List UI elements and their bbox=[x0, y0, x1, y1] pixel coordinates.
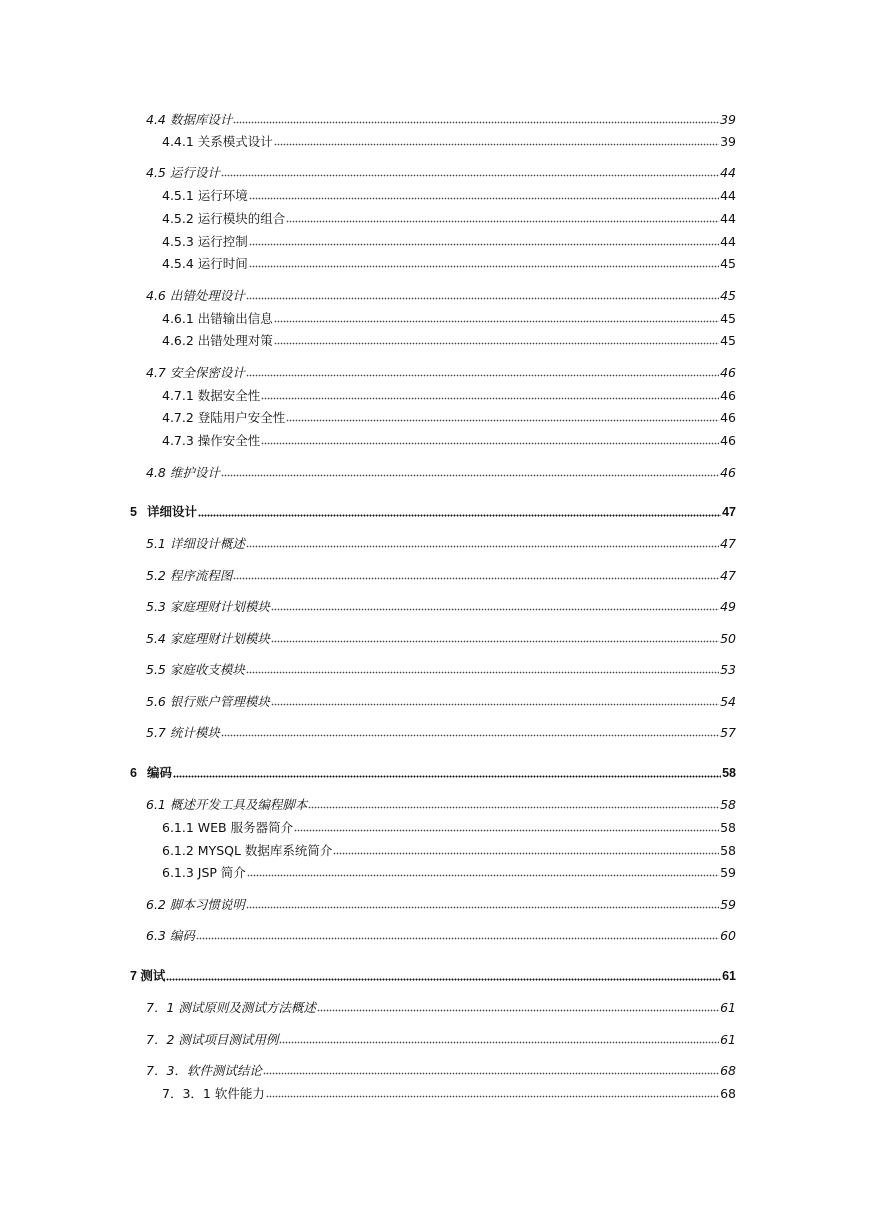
dot-leader bbox=[221, 734, 719, 737]
toc-page-number: 44 bbox=[720, 165, 736, 180]
toc-entry-title: 7．1 测试原则及测试方法概述 bbox=[146, 1000, 316, 1015]
toc-page-number: 57 bbox=[720, 725, 736, 740]
toc-entry[interactable] bbox=[162, 430, 736, 448]
toc-entry-title: 6.2 脚本习惯说明 bbox=[146, 897, 245, 912]
toc-page-number: 46 bbox=[720, 410, 736, 425]
dot-leader bbox=[246, 906, 719, 909]
toc-entry[interactable] bbox=[146, 285, 736, 303]
toc-entry[interactable] bbox=[162, 862, 736, 880]
toc-entry-title: 5.4 家庭理财计划模块 bbox=[146, 631, 270, 646]
dot-leader bbox=[333, 852, 719, 855]
toc-entry[interactable] bbox=[146, 1060, 736, 1078]
toc-entry-title: 4.6 出错处理设计 bbox=[146, 288, 245, 303]
dot-leader bbox=[308, 806, 719, 809]
toc-page-number: 39 bbox=[720, 112, 736, 127]
toc-page-number: 54 bbox=[720, 694, 736, 709]
toc-entry-title: 4.6.1 出错输出信息 bbox=[162, 311, 273, 326]
dot-leader bbox=[266, 1095, 719, 1098]
toc-entry[interactable] bbox=[146, 722, 736, 740]
toc-page-number: 44 bbox=[720, 188, 736, 203]
toc-page-number: 49 bbox=[720, 599, 736, 614]
toc-page-number: 61 bbox=[720, 1000, 736, 1015]
toc-entry-title: 4.5 运行设计 bbox=[146, 165, 220, 180]
dot-leader bbox=[286, 220, 719, 223]
dot-leader bbox=[246, 545, 719, 548]
dot-leader bbox=[271, 703, 719, 706]
toc-entry[interactable] bbox=[130, 763, 736, 781]
toc-chapter-number: 6 bbox=[130, 766, 137, 780]
dot-leader bbox=[221, 474, 719, 477]
toc-entry[interactable] bbox=[162, 385, 736, 403]
toc-entry[interactable] bbox=[162, 840, 736, 858]
toc-page-number: 60 bbox=[720, 928, 736, 943]
dot-leader bbox=[246, 297, 719, 300]
toc-entry[interactable] bbox=[146, 162, 736, 180]
toc-entry[interactable] bbox=[162, 253, 736, 271]
toc-entry[interactable] bbox=[162, 330, 736, 348]
toc-entry[interactable] bbox=[146, 596, 736, 614]
toc-entry[interactable] bbox=[146, 894, 736, 912]
toc-page-number: 58 bbox=[720, 843, 736, 858]
toc-entry[interactable] bbox=[146, 691, 736, 709]
dot-leader bbox=[279, 1041, 719, 1044]
toc-page-number: 59 bbox=[720, 865, 736, 880]
toc-entry[interactable] bbox=[162, 1083, 736, 1101]
toc-page-number: 58 bbox=[720, 820, 736, 835]
toc-page-number: 47 bbox=[720, 568, 736, 583]
toc-entry-title: 5.5 家庭收支模块 bbox=[146, 662, 245, 677]
toc-entry-title: 4.4.1 关系模式设计 bbox=[162, 134, 273, 149]
toc-entry[interactable] bbox=[162, 407, 736, 425]
toc-entry[interactable] bbox=[162, 185, 736, 203]
dot-leader bbox=[271, 608, 719, 611]
dot-leader bbox=[173, 775, 721, 778]
toc-entry[interactable] bbox=[146, 565, 736, 583]
toc-page-number: 45 bbox=[720, 311, 736, 326]
dot-leader bbox=[233, 121, 719, 124]
dot-leader bbox=[166, 978, 721, 981]
toc-page-number: 45 bbox=[720, 333, 736, 348]
toc-entry[interactable] bbox=[146, 109, 736, 127]
toc-entry[interactable] bbox=[130, 502, 736, 520]
toc-entry-title: 编码 bbox=[146, 766, 172, 780]
toc-entry-title: 5.6 银行账户管理模块 bbox=[146, 694, 270, 709]
dot-leader bbox=[221, 174, 719, 177]
toc-entry-title: 5.1 详细设计概述 bbox=[146, 536, 245, 551]
dot-leader bbox=[249, 243, 719, 246]
toc-page-number: 39 bbox=[720, 134, 736, 149]
toc-entry-title: 4.5.3 运行控制 bbox=[162, 234, 248, 249]
toc-page-number: 47 bbox=[722, 505, 736, 519]
toc-entry-title: 4.7.1 数据安全性 bbox=[162, 388, 261, 403]
toc-entry[interactable] bbox=[146, 794, 736, 812]
toc-entry[interactable] bbox=[146, 1029, 736, 1047]
dot-leader bbox=[274, 342, 719, 345]
toc-entry-title: 6.1 概述开发工具及编程脚本 bbox=[146, 797, 308, 812]
toc-page-number: 47 bbox=[720, 536, 736, 551]
toc-entry[interactable] bbox=[146, 925, 736, 943]
toc-entry[interactable] bbox=[162, 231, 736, 249]
dot-leader bbox=[246, 671, 719, 674]
toc-entry-title: 6.1.2 MYSQL 数据库系统简介 bbox=[162, 843, 333, 858]
toc-entry-title: 详细设计 bbox=[146, 505, 197, 519]
toc-entry-title: 7．3．1 软件能力 bbox=[162, 1086, 265, 1101]
toc-entry-title: 5.3 家庭理财计划模块 bbox=[146, 599, 270, 614]
toc-entry-title: 4.5.1 运行环境 bbox=[162, 188, 248, 203]
toc-page-number: 46 bbox=[720, 388, 736, 403]
dot-leader bbox=[233, 577, 719, 580]
dot-leader bbox=[247, 874, 719, 877]
toc-entry[interactable] bbox=[130, 966, 736, 984]
toc-entry[interactable] bbox=[162, 131, 736, 149]
toc-entry-title: 7 测试 bbox=[130, 969, 166, 983]
dot-leader bbox=[286, 419, 719, 422]
toc-chapter-number: 5 bbox=[130, 505, 137, 519]
toc-entry[interactable] bbox=[146, 997, 736, 1015]
dot-leader bbox=[198, 514, 721, 517]
toc-entry-title: 5.2 程序流程图 bbox=[146, 568, 233, 583]
toc-entry-title: 6.1.1 WEB 服务器简介 bbox=[162, 820, 294, 835]
toc-entry-title: 4.7.3 操作安全性 bbox=[162, 433, 261, 448]
dot-leader bbox=[317, 1009, 719, 1012]
toc-entry[interactable] bbox=[162, 308, 736, 326]
toc-page-number: 46 bbox=[720, 465, 736, 480]
toc-entry[interactable] bbox=[146, 533, 736, 551]
dot-leader bbox=[271, 640, 719, 643]
toc-entry-title: 6.1.3 JSP 简介 bbox=[162, 865, 246, 880]
toc-entry-title: 7．3．软件测试结论 bbox=[146, 1063, 262, 1078]
toc-entry[interactable] bbox=[162, 208, 736, 226]
toc-entry-title: 4.4 数据库设计 bbox=[146, 112, 233, 127]
toc-entry[interactable] bbox=[146, 628, 736, 646]
dot-leader bbox=[261, 442, 719, 445]
toc-entry-title: 4.5.4 运行时间 bbox=[162, 256, 248, 271]
toc-entry-title: 7．2 测试项目测试用例 bbox=[146, 1032, 279, 1047]
toc-page-number: 58 bbox=[722, 766, 736, 780]
toc-page-number: 44 bbox=[720, 211, 736, 226]
toc-page-number: 61 bbox=[722, 969, 736, 983]
toc-entry[interactable] bbox=[162, 817, 736, 835]
toc-entry-title: 6.3 编码 bbox=[146, 928, 195, 943]
toc-entry-title: 4.7 安全保密设计 bbox=[146, 365, 245, 380]
dot-leader bbox=[246, 374, 719, 377]
toc-page-number: 53 bbox=[720, 662, 736, 677]
toc-entry-title: 4.5.2 运行模块的组合 bbox=[162, 211, 286, 226]
toc-page-number: 44 bbox=[720, 234, 736, 249]
toc-page-number: 61 bbox=[720, 1032, 736, 1047]
dot-leader bbox=[274, 320, 719, 323]
toc-page-number: 45 bbox=[720, 288, 736, 303]
toc-entry-title: 4.6.2 出错处理对策 bbox=[162, 333, 273, 348]
toc-entry[interactable] bbox=[146, 362, 736, 380]
dot-leader bbox=[261, 397, 719, 400]
toc-page-number: 68 bbox=[720, 1086, 736, 1101]
toc-page-number: 59 bbox=[720, 897, 736, 912]
dot-leader bbox=[263, 1072, 719, 1075]
toc-page-number: 46 bbox=[720, 433, 736, 448]
toc-entry-title: 5.7 统计模块 bbox=[146, 725, 220, 740]
dot-leader bbox=[249, 265, 719, 268]
toc-entry[interactable] bbox=[146, 462, 736, 480]
dot-leader bbox=[196, 937, 719, 940]
dot-leader bbox=[294, 829, 719, 832]
toc-page-number: 68 bbox=[720, 1063, 736, 1078]
toc-page-number: 50 bbox=[720, 631, 736, 646]
dot-leader bbox=[274, 143, 719, 146]
toc-page-number: 45 bbox=[720, 256, 736, 271]
toc-entry-title: 4.8 维护设计 bbox=[146, 465, 220, 480]
toc-entry-title: 4.7.2 登陆用户安全性 bbox=[162, 410, 286, 425]
dot-leader bbox=[249, 197, 719, 200]
toc-page-number: 58 bbox=[720, 797, 736, 812]
toc-entry[interactable] bbox=[146, 659, 736, 677]
toc-page-number: 46 bbox=[720, 365, 736, 380]
